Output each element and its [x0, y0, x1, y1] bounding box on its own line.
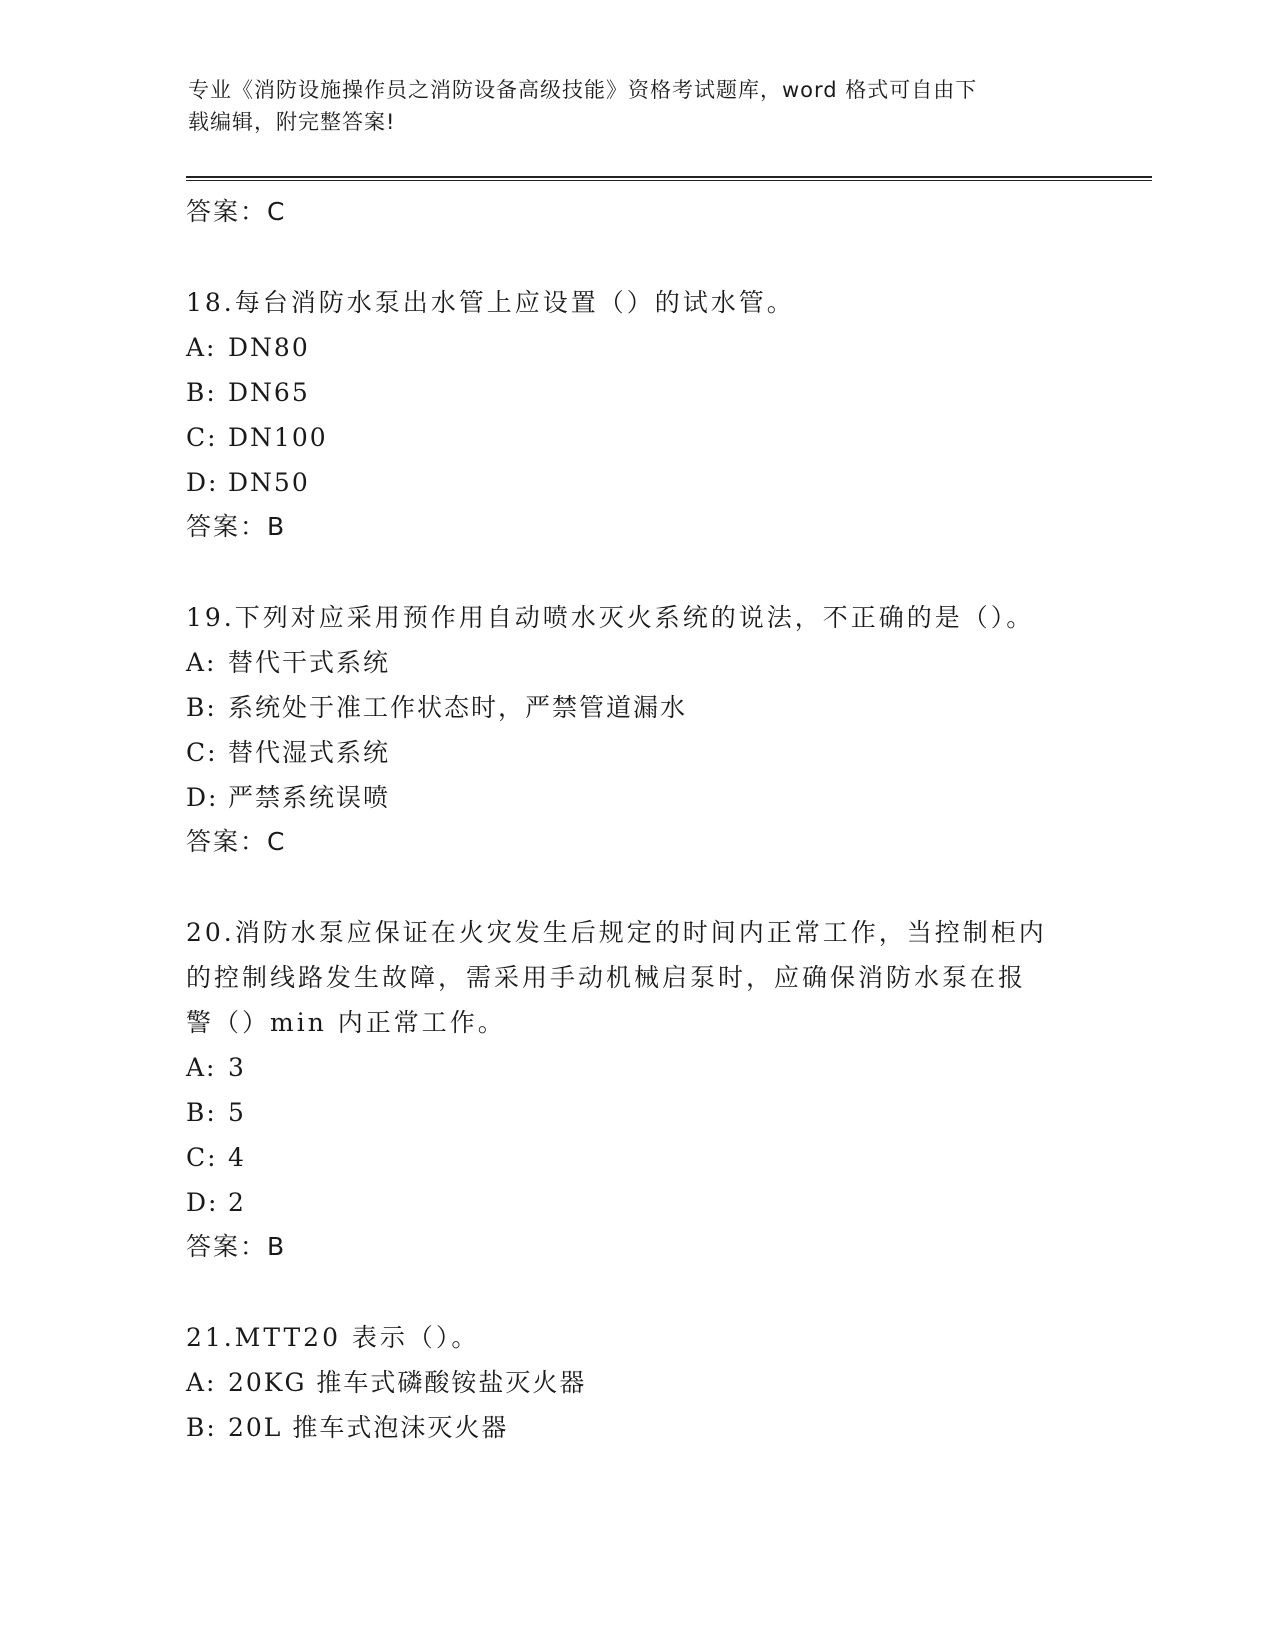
- question-stem-line-2: 的控制线路发生故障，需采用手动机械启泵时，应确保消防水泵在报: [186, 963, 1027, 992]
- answer-19: 答案：C: [186, 827, 287, 856]
- option-b: [186, 685, 1086, 730]
- option-b: [186, 1405, 1086, 1450]
- option-a: [186, 1045, 1086, 1090]
- option-text: 20KG 推车式磷酸铵盐灭火器: [228, 1368, 587, 1397]
- option-c: [186, 730, 1086, 775]
- question-18: [186, 280, 1086, 549]
- option-text: DN50: [228, 468, 310, 497]
- option-text: 2: [228, 1188, 246, 1217]
- question-stem-line-1: 20.消防水泵应保证在火灾发生后规定的时间内正常工作，当控制柜内: [186, 918, 1047, 947]
- option-text: DN80: [228, 333, 310, 362]
- option-key: A:: [186, 1053, 217, 1082]
- option-text: 替代干式系统: [228, 648, 391, 677]
- option-key: A:: [186, 333, 217, 362]
- page-header: [188, 74, 1068, 138]
- option-c: [186, 1135, 1086, 1180]
- option-key: C:: [186, 423, 218, 452]
- answer-20: 答案：B: [186, 1232, 287, 1261]
- option-key: B:: [186, 693, 217, 722]
- question-stem: 19.下列对应采用预作用自动喷水灭火系统的说法，不正确的是（）。: [186, 603, 1035, 632]
- question-20: [186, 910, 1086, 1269]
- header-line-2: 载编辑，附完整答案!: [188, 110, 396, 134]
- option-key: C:: [186, 1143, 218, 1172]
- question-stem-line-3: 警（）min 内正常工作。: [186, 1008, 506, 1037]
- question-list: [186, 190, 1086, 1450]
- answer-17: 答案：C: [186, 197, 287, 226]
- option-d: [186, 460, 1086, 505]
- option-text: 3: [228, 1053, 246, 1082]
- option-text: DN65: [228, 378, 310, 407]
- option-a: [186, 325, 1086, 370]
- question-19: [186, 595, 1086, 864]
- option-key: D:: [186, 1188, 219, 1217]
- option-text: 20L 推车式泡沫灭火器: [228, 1413, 509, 1442]
- option-d: [186, 1180, 1086, 1225]
- option-text: 系统处于准工作状态时，严禁管道漏水: [228, 693, 688, 722]
- option-key: B:: [186, 1413, 217, 1442]
- answer-18: 答案：B: [186, 512, 287, 541]
- question-stem: 18.每台消防水泵出水管上应设置（）的试水管。: [186, 288, 795, 317]
- option-key: A:: [186, 648, 217, 677]
- option-a: [186, 640, 1086, 685]
- option-text: DN100: [228, 423, 328, 452]
- option-b: [186, 1090, 1086, 1135]
- header-divider: [186, 176, 1152, 181]
- question-21: [186, 1315, 1086, 1450]
- option-text: 4: [228, 1143, 246, 1172]
- option-a: [186, 1360, 1086, 1405]
- option-key: C:: [186, 738, 218, 767]
- option-c: [186, 415, 1086, 460]
- option-d: [186, 775, 1086, 820]
- option-b: [186, 370, 1086, 415]
- option-text: 5: [228, 1098, 246, 1127]
- option-key: D:: [186, 783, 219, 812]
- option-key: D:: [186, 468, 219, 497]
- option-key: A:: [186, 1368, 217, 1397]
- option-key: B:: [186, 1098, 217, 1127]
- header-line-1: 专业《消防设施操作员之消防设备高级技能》资格考试题库，word 格式可自由下: [188, 78, 978, 102]
- option-key: B:: [186, 378, 217, 407]
- question-stem: 21.MTT20 表示（）。: [186, 1323, 480, 1352]
- option-text: 严禁系统误喷: [228, 783, 391, 812]
- option-text: 替代湿式系统: [228, 738, 391, 767]
